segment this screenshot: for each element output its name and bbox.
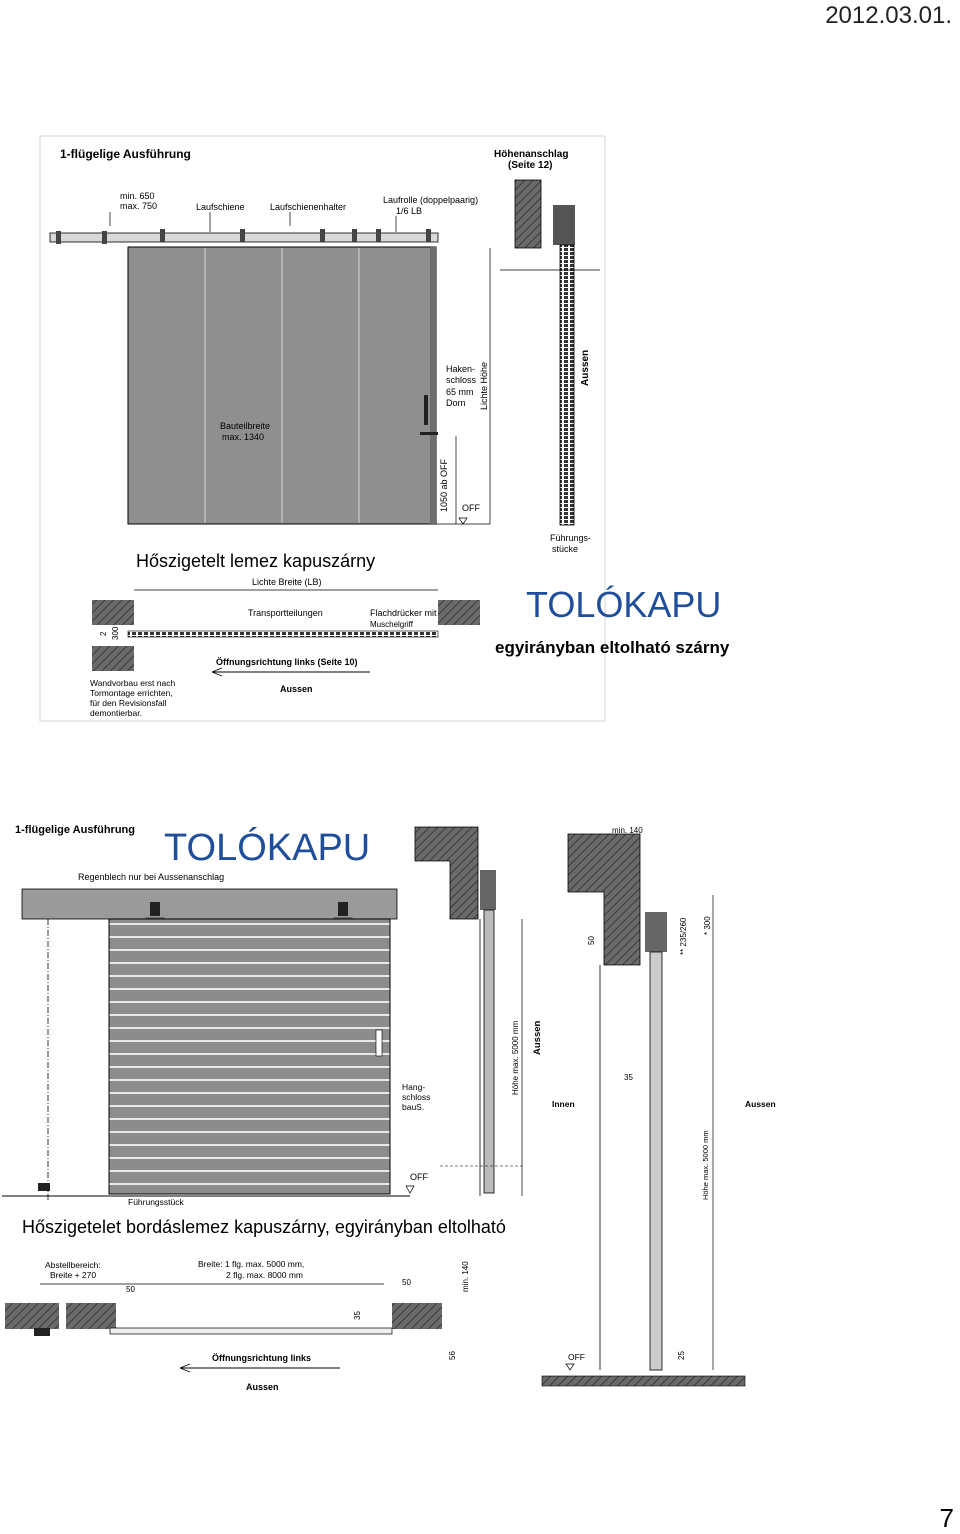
panel-width-2: max. 1340 <box>222 432 265 442</box>
height-stop-ref: (Seite 12) <box>508 160 553 171</box>
height-max-label: Höhe max. 5000 mm <box>511 1020 520 1095</box>
caption-1: Hőszigetelt lemez kapuszárny <box>136 551 376 571</box>
plan-wall-left <box>5 1303 59 1329</box>
roller-label: Laufrolle (doppelpaarig) <box>383 195 479 205</box>
rail-label: Laufschiene <box>196 202 245 212</box>
handle-height-label: 1050 ab OFF <box>439 458 449 512</box>
guides-label-1: Führungs- <box>550 533 592 543</box>
height-stop-label: Höhenanschlag <box>494 149 569 160</box>
drawing-1-title: 1-flügelige Ausführung <box>60 147 191 161</box>
wall-section <box>515 180 541 248</box>
clear-height-label: Lichte Höhe <box>479 361 489 410</box>
setting-label-2: Breite + 270 <box>50 1270 97 1280</box>
roller-detail <box>553 205 575 245</box>
width-label-2: 2 flg. max. 8000 mm <box>226 1270 304 1280</box>
dim-50b-label: 50 <box>402 1278 411 1287</box>
wall-section-3 <box>568 834 640 965</box>
dim-35-label: 35 <box>624 1073 633 1082</box>
opening-dir-label: Öffnungsrichtung links (Seite 10) <box>216 657 358 667</box>
door-section-3 <box>650 952 662 1370</box>
wall-left-top <box>92 600 134 625</box>
padlock-label-3: bauS. <box>402 1102 425 1112</box>
dim-50-label: 50 <box>587 936 596 945</box>
panel-width-1: Bauteilbreite <box>220 421 271 431</box>
lock-label-4: Dorn <box>446 398 466 408</box>
wall-note-1: Wandvorbau erst nach <box>90 678 176 688</box>
wall-left-bottom <box>92 646 134 671</box>
dim-35b-label: 35 <box>353 1311 362 1320</box>
off-label-3: OFF <box>568 1352 585 1362</box>
dim-50a-label: 50 <box>126 1285 135 1294</box>
plan-wall-mid <box>66 1303 116 1329</box>
opening-dir-label-2: Öffnungsrichtung links <box>212 1353 311 1363</box>
plan-wall-right <box>392 1303 442 1329</box>
guides-label-2: stücke <box>552 544 579 554</box>
floor-section <box>542 1376 745 1386</box>
outside-label-2: Aussen <box>745 1099 776 1109</box>
plan-outside-label-2: Aussen <box>246 1382 279 1392</box>
wall-section-2 <box>415 827 478 919</box>
setting-label-1: Abstellbereich: <box>45 1260 101 1270</box>
heading-1-subtitle: egyirányban eltolható szárny <box>495 638 730 657</box>
drawing-2-heading: TOLÓKAPU <box>164 827 371 869</box>
inside-label: Innen <box>552 1099 575 1109</box>
drawing-2 <box>2 824 776 1386</box>
off-label-2: OFF <box>410 1172 428 1182</box>
dim-300-label-2: * 300 <box>703 916 712 935</box>
door-section <box>560 245 574 525</box>
min-140-label: min. 140 <box>612 826 643 835</box>
off-label: OFF <box>462 503 480 513</box>
width-label-1: Breite: 1 flg. max. 5000 mm, <box>198 1259 305 1269</box>
door-section-2 <box>484 910 494 1193</box>
lock-label-1: Haken- <box>446 364 476 374</box>
height-max-label-2: Höhe max. 5000 mm <box>701 1130 710 1200</box>
dim-235-label: ** 235/260 <box>679 917 688 955</box>
lock-label-2: schloss <box>446 375 477 385</box>
flat-pusher-label: Flachdrücker mit <box>370 608 437 618</box>
outside-rot-label: Aussen <box>580 349 591 386</box>
plan-view-2 <box>5 1259 470 1392</box>
page-number: 7 <box>939 1503 954 1533</box>
dim-300-label: 300 <box>111 626 120 640</box>
caption-2: Hőszigetelet bordáslemez kapuszárny, egyirányban eltolható <box>22 1217 506 1237</box>
padlock-label-1: Hang- <box>402 1082 426 1092</box>
dim-min140-label: min. 140 <box>461 1261 470 1292</box>
transport-label: Transportteilungen <box>248 608 323 618</box>
shell-grip-label: Muschelgriff <box>370 620 413 629</box>
outside-rot-label-2: Aussen <box>532 1020 543 1055</box>
header-date: 2012.03.01. <box>825 2 952 29</box>
wall-note-3: für den Revisionsfall <box>90 698 167 708</box>
dim-2-label: 2 <box>99 631 108 636</box>
guide-label: Führungsstück <box>128 1197 184 1207</box>
roller-lb-label: 1/6 LB <box>396 206 423 216</box>
plan-outside-label: Aussen <box>280 684 313 694</box>
wall-note-4: demontierbar. <box>90 708 142 718</box>
rain-sheet-label: Regenblech nur bei Aussenanschlag <box>78 872 225 882</box>
lock-label-3: 65 mm <box>446 387 474 397</box>
min-label: min. 650 <box>120 191 155 201</box>
wall-right <box>438 600 480 625</box>
dim-56-label: 56 <box>448 1351 457 1360</box>
clear-width-label: Lichte Breite (LB) <box>252 577 322 587</box>
rail-holder-label: Laufschienenhalter <box>270 202 347 212</box>
max-label: max. 750 <box>120 201 158 211</box>
wall-note-2: Tormontage errichten, <box>90 688 173 698</box>
dim-25-label: 25 <box>677 1351 686 1360</box>
heading-1-title: TOLÓKAPU <box>526 584 722 625</box>
ribbed-door <box>109 919 390 1194</box>
drawing-2-title: 1-flügelige Ausführung <box>15 824 135 836</box>
padlock-label-2: schloss <box>402 1092 431 1102</box>
